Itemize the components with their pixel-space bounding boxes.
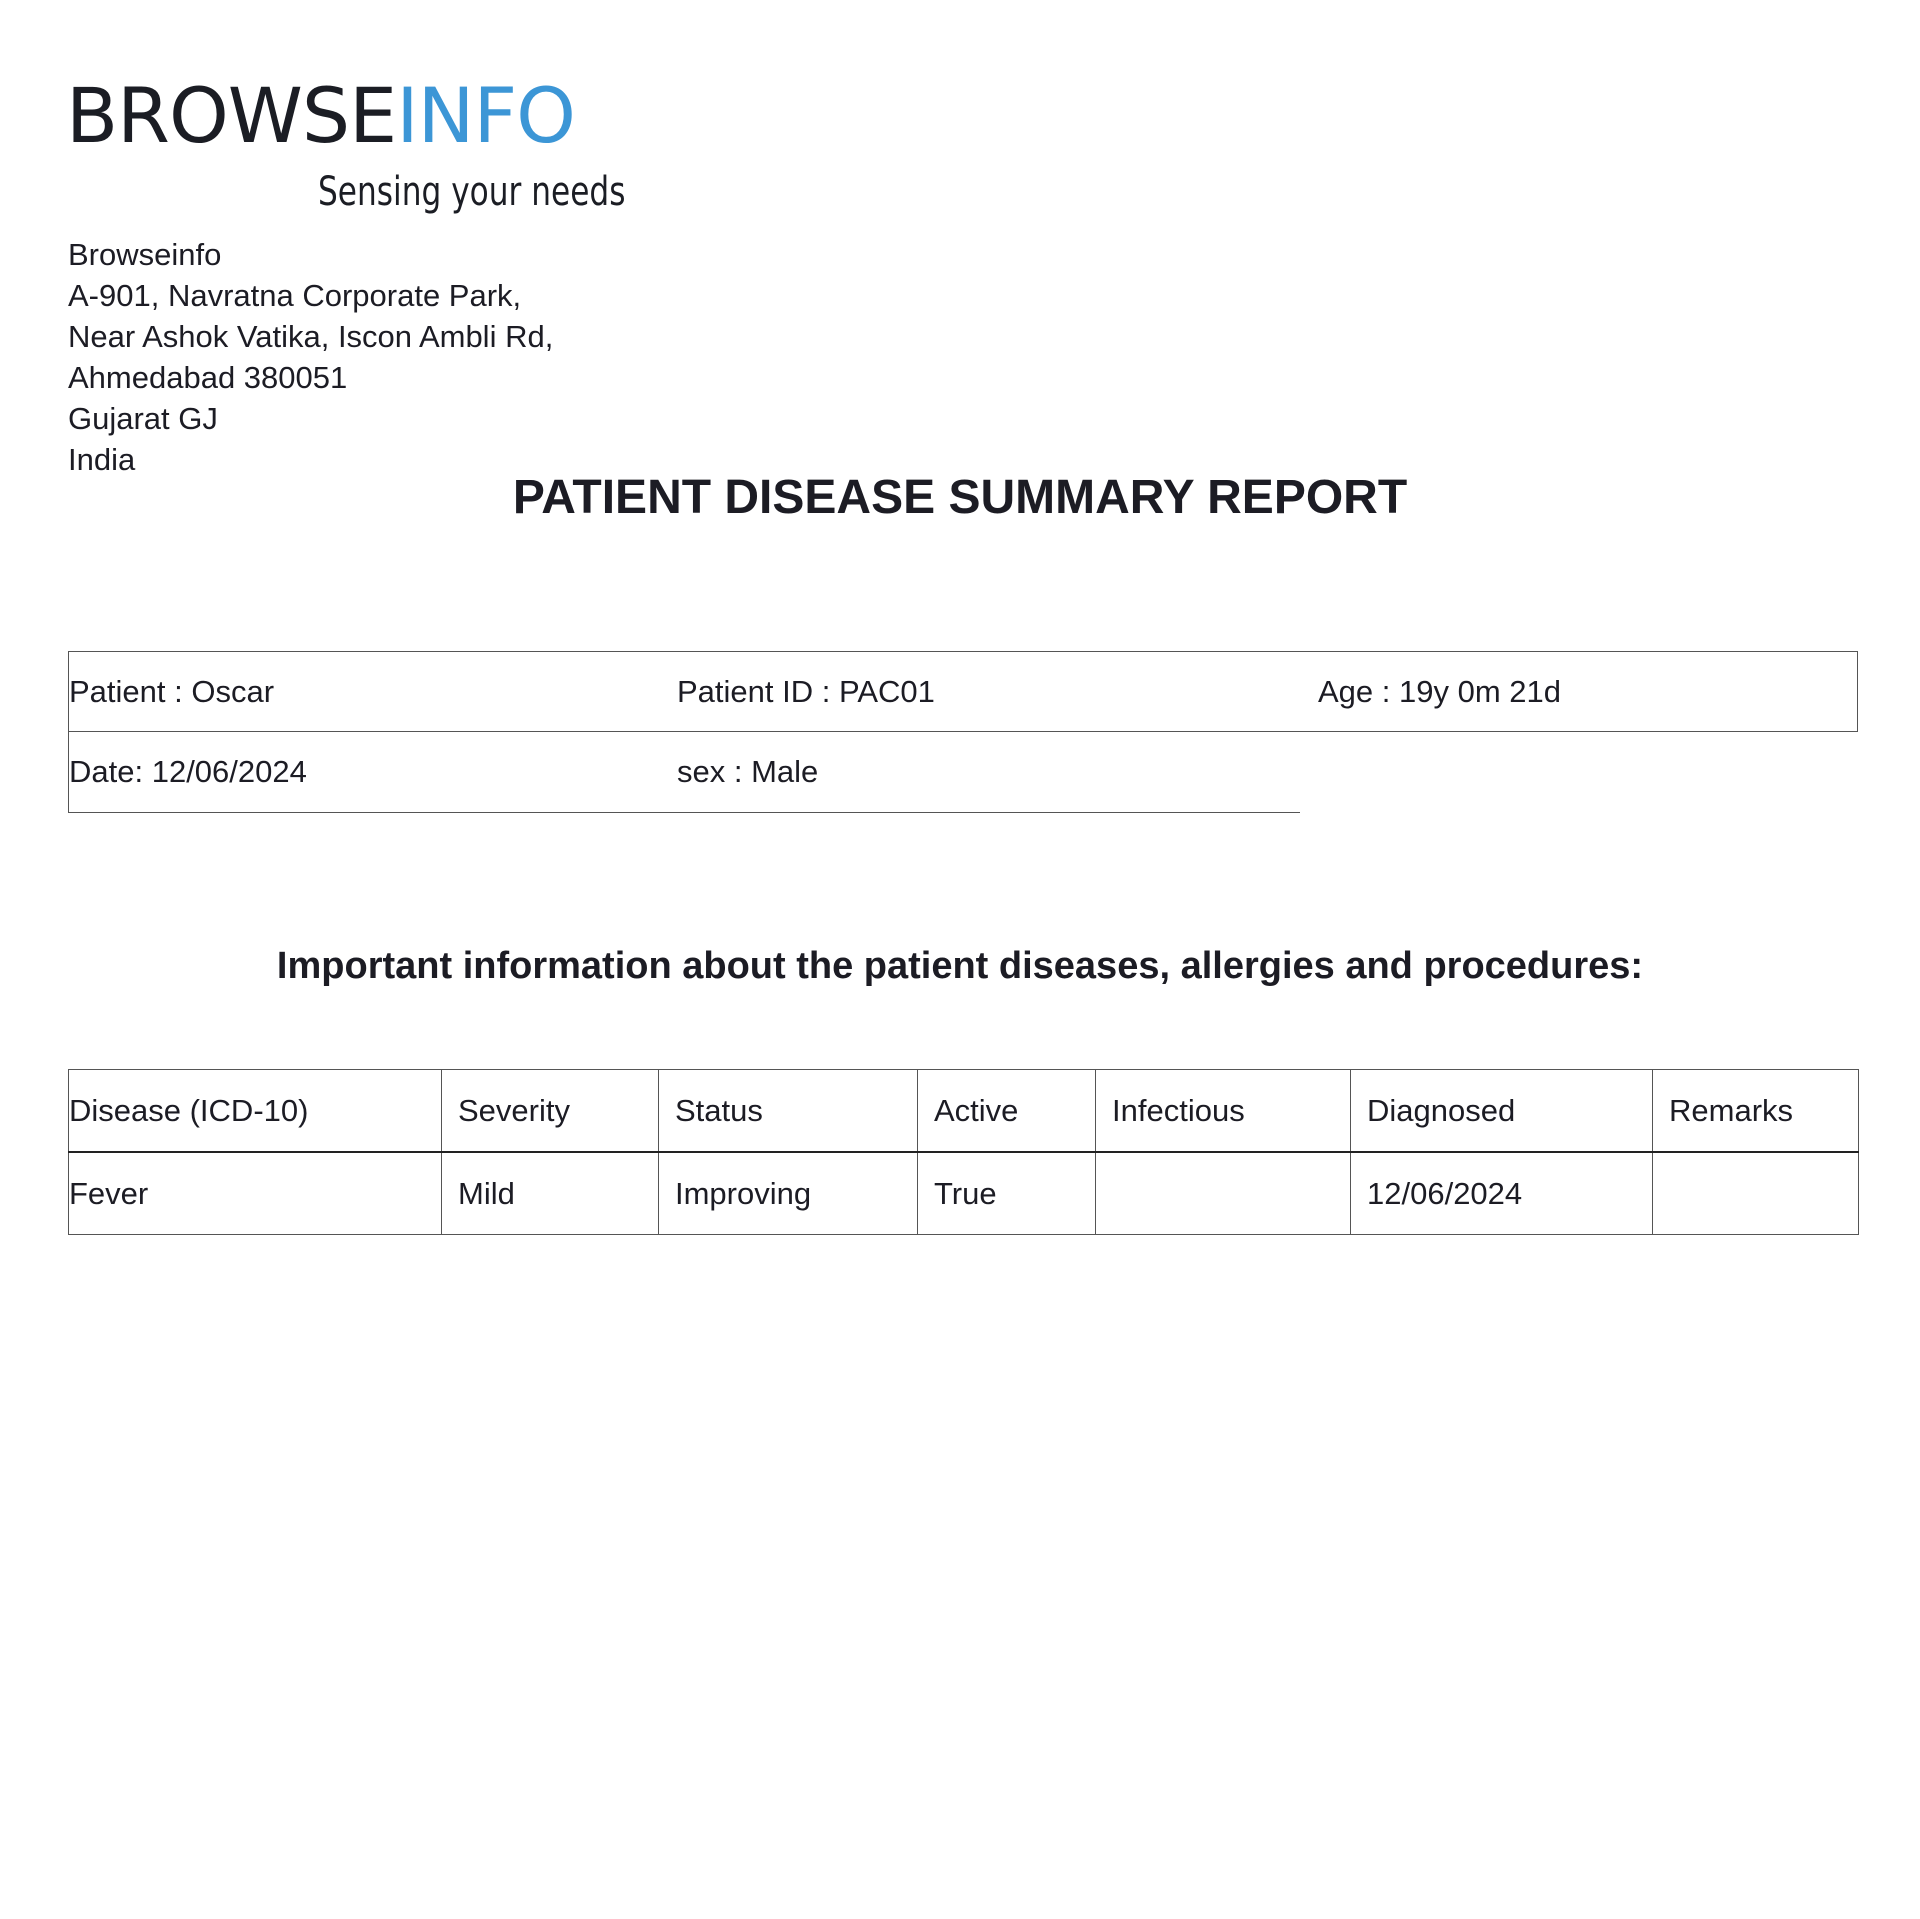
logo-tagline: Sensing your needs — [318, 169, 626, 215]
logo-wordmark-dark: BROWSE — [66, 71, 397, 160]
column-header-diagnosed: Diagnosed — [1351, 1070, 1653, 1153]
cell-severity: Mild — [442, 1152, 659, 1235]
cell-active: True — [918, 1152, 1096, 1235]
patient-info-row — [68, 732, 1300, 813]
company-address — [68, 234, 553, 480]
cell-remarks — [1653, 1152, 1859, 1235]
address-line: A-901, Navratna Corporate Park, — [68, 278, 522, 313]
column-header-status: Status — [659, 1070, 918, 1153]
patient-info — [68, 651, 1858, 813]
patient-id: Patient ID : PAC01 — [677, 674, 935, 709]
report-date: Date: 12/06/2024 — [69, 754, 307, 789]
column-header-severity: Severity — [442, 1070, 659, 1153]
address-line: Gujarat GJ — [68, 401, 218, 436]
section-heading: Important information about the patient diseases, allergies and procedures: — [276, 945, 1644, 987]
table-row — [69, 1152, 1859, 1235]
patient-name: Patient : Oscar — [69, 674, 275, 709]
cell-infectious — [1096, 1152, 1351, 1235]
disease-table — [68, 1069, 1859, 1235]
column-header-active: Active — [918, 1070, 1096, 1153]
report-title: PATIENT DISEASE SUMMARY REPORT — [512, 471, 1408, 524]
address-line: Ahmedabad 380051 — [68, 360, 348, 395]
column-header-remarks: Remarks — [1653, 1070, 1859, 1153]
table-header-row — [69, 1070, 1859, 1153]
company-logo — [66, 71, 626, 218]
cell-status: Improving — [659, 1152, 918, 1235]
patient-age: Age : 19y 0m 21d — [1318, 674, 1561, 709]
patient-info-row — [68, 651, 1858, 732]
patient-sex: sex : Male — [677, 754, 819, 789]
column-header-infectious: Infectious — [1096, 1070, 1351, 1153]
address-line: Near Ashok Vatika, Iscon Ambli Rd, — [68, 319, 554, 354]
column-header-disease: Disease (ICD-10) — [69, 1070, 442, 1153]
logo-wordmark — [66, 71, 575, 160]
address-line: India — [68, 442, 136, 477]
cell-diagnosed: 12/06/2024 — [1351, 1152, 1653, 1235]
cell-disease: Fever — [69, 1152, 442, 1235]
address-line: Browseinfo — [68, 237, 222, 272]
logo-wordmark-blue: INFO — [396, 71, 575, 160]
